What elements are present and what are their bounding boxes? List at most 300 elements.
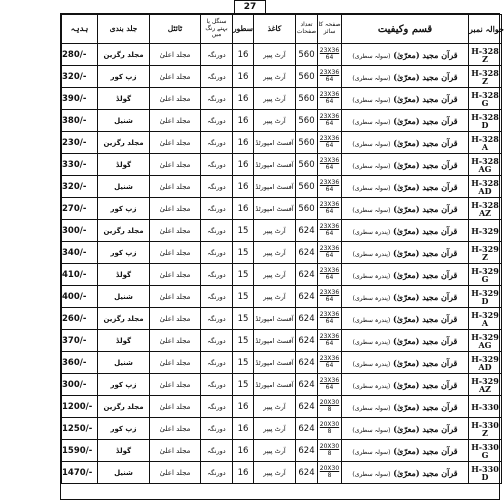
row-code-number: H-329 <box>471 353 499 364</box>
row-description-title: قرآن مجید (معرّیٰ) <box>393 71 458 82</box>
row-binding: مجلد رگزین <box>98 308 150 330</box>
row-color: دورنگہ <box>201 374 233 396</box>
row-paper: آرٹ پیپر <box>254 418 296 440</box>
row-lines: 15 <box>233 330 254 352</box>
row-code-number: H-330 <box>471 401 499 412</box>
table-row <box>62 396 502 418</box>
row-lines: 16 <box>233 154 254 176</box>
row-description-note: (پندرہ سطری) <box>352 228 391 236</box>
row-size <box>318 418 342 440</box>
row-title: مجلد اعلیٰ <box>150 264 201 286</box>
header-binding: جلد بندی <box>98 15 150 44</box>
row-size-top: 20X30 <box>319 443 340 451</box>
page-number: 27 <box>234 0 266 14</box>
row-color: دورنگہ <box>201 418 233 440</box>
row-price: 400/- <box>62 286 98 308</box>
row-code-suffix: D <box>481 295 489 306</box>
row-description <box>342 264 469 286</box>
row-pages: 624 <box>296 440 318 462</box>
row-size-top: 23X36 <box>319 223 340 231</box>
row-binding: زپ کور <box>98 66 150 88</box>
row-description-title: قرآن مجید (معرّیٰ) <box>393 49 458 60</box>
row-description-note: (سولہ سطری) <box>352 206 391 214</box>
row-binding: مجلد رگزین <box>98 132 150 154</box>
row-code-number: H-328 <box>471 45 499 56</box>
row-code-number: H-329 <box>471 287 499 298</box>
row-description-title: قرآن مجید (معرّیٰ) <box>393 423 458 434</box>
row-lines: 16 <box>233 418 254 440</box>
header-code: حوالہ نمبر <box>469 15 502 44</box>
row-size-bottom: 64 <box>325 185 334 193</box>
row-description-title: قرآن مجید (معرّیٰ) <box>393 115 458 126</box>
row-pages: 624 <box>296 308 318 330</box>
row-code-suffix: G <box>481 273 489 284</box>
row-title: مجلد اعلیٰ <box>150 198 201 220</box>
row-description-note: (پندرہ سطری) <box>352 338 391 346</box>
row-pages: 560 <box>296 154 318 176</box>
table-row <box>62 176 502 198</box>
row-pages: 560 <box>296 176 318 198</box>
row-size-bottom: 64 <box>325 339 334 347</box>
row-title: مجلد اعلیٰ <box>150 132 201 154</box>
row-color: دورنگہ <box>201 308 233 330</box>
row-color: دورنگہ <box>201 154 233 176</box>
row-description-title: قرآن مجید (معرّیٰ) <box>393 445 458 456</box>
row-price: 320/- <box>62 176 98 198</box>
row-code <box>469 286 502 308</box>
row-color: دورنگہ <box>201 462 233 484</box>
row-size-bottom: 64 <box>325 229 334 237</box>
row-description-title: قرآن مجید (معرّیٰ) <box>393 159 458 170</box>
row-size-top: 23X36 <box>319 289 340 297</box>
row-lines: 16 <box>233 44 254 66</box>
row-paper: آفسٹ امپورٹڈ <box>254 154 296 176</box>
row-lines: 16 <box>233 66 254 88</box>
row-size-top: 23X36 <box>319 355 340 363</box>
row-description-title: قرآن مجید (معرّیٰ) <box>393 269 458 280</box>
row-code-number: H-330 <box>471 463 499 474</box>
row-paper: آرٹ پیپر <box>254 264 296 286</box>
row-code <box>469 462 502 484</box>
row-binding: شنیل <box>98 286 150 308</box>
row-color: دورنگہ <box>201 44 233 66</box>
row-code-number: H-328 <box>471 67 499 78</box>
row-code <box>469 176 502 198</box>
row-code-number: H-329 <box>471 225 499 236</box>
row-color: دورنگہ <box>201 242 233 264</box>
row-color: دورنگہ <box>201 352 233 374</box>
row-price: 230/- <box>62 132 98 154</box>
row-code <box>469 44 502 66</box>
row-paper: آفسٹ امپورٹڈ <box>254 198 296 220</box>
row-size <box>318 374 342 396</box>
row-code <box>469 198 502 220</box>
row-code-suffix: AG <box>478 163 492 174</box>
row-code-number: H-330 <box>471 441 499 452</box>
row-size-top: 20X30 <box>319 465 340 473</box>
row-size <box>318 154 342 176</box>
row-size-bottom: 8 <box>327 471 332 479</box>
table-row <box>62 286 502 308</box>
row-code-number: H-328 <box>471 89 499 100</box>
row-code-number: H-328 <box>471 177 499 188</box>
row-paper: آفسٹ امپورٹڈ <box>254 374 296 396</box>
row-size <box>318 176 342 198</box>
row-size-top: 20X30 <box>319 399 340 407</box>
row-binding: زپ کور <box>98 374 150 396</box>
row-code-suffix: AD <box>478 185 492 196</box>
row-lines: 15 <box>233 308 254 330</box>
row-price: 360/- <box>62 352 98 374</box>
row-description <box>342 176 469 198</box>
row-description <box>342 66 469 88</box>
row-title: مجلد اعلیٰ <box>150 220 201 242</box>
row-description-title: قرآن مجید (معرّیٰ) <box>393 357 458 368</box>
row-size-bottom: 8 <box>327 427 332 435</box>
row-title: مجلد اعلیٰ <box>150 462 201 484</box>
row-title: مجلد اعلیٰ <box>150 154 201 176</box>
row-code-suffix: Z <box>482 251 488 262</box>
row-description-title: قرآن مجید (معرّیٰ) <box>393 225 458 236</box>
row-size-top: 23X36 <box>319 201 340 209</box>
row-description <box>342 110 469 132</box>
row-size-top: 23X36 <box>319 245 340 253</box>
row-description-note: (سولہ سطری) <box>352 448 391 456</box>
row-lines: 16 <box>233 176 254 198</box>
row-description-title: قرآن مجید (معرّیٰ) <box>393 291 458 302</box>
table-row <box>62 462 502 484</box>
row-size <box>318 330 342 352</box>
table-row <box>62 88 502 110</box>
row-price: 330/- <box>62 154 98 176</box>
row-pages: 624 <box>296 242 318 264</box>
row-paper: آرٹ پیپر <box>254 110 296 132</box>
row-size <box>318 44 342 66</box>
row-paper: آرٹ پیپر <box>254 396 296 418</box>
row-binding: شنیل <box>98 462 150 484</box>
row-code <box>469 396 502 418</box>
row-paper: آفسٹ امپورٹڈ <box>254 330 296 352</box>
row-code-suffix: AD <box>478 361 492 372</box>
row-pages: 624 <box>296 374 318 396</box>
row-title: مجلد اعلیٰ <box>150 66 201 88</box>
row-size-top: 23X36 <box>319 47 340 55</box>
row-lines: 16 <box>233 88 254 110</box>
row-lines: 15 <box>233 264 254 286</box>
row-description <box>342 132 469 154</box>
row-price: 270/- <box>62 198 98 220</box>
row-code-number: H-328 <box>471 133 499 144</box>
row-lines: 16 <box>233 110 254 132</box>
header-paper: کاغذ <box>254 15 296 44</box>
row-description <box>342 330 469 352</box>
row-size <box>318 198 342 220</box>
row-lines: 16 <box>233 396 254 418</box>
table-row <box>62 352 502 374</box>
row-description-note: (سولہ سطری) <box>352 74 391 82</box>
row-price: 340/- <box>62 242 98 264</box>
row-pages: 624 <box>296 462 318 484</box>
row-size <box>318 110 342 132</box>
row-code <box>469 308 502 330</box>
row-price: 1250/- <box>62 418 98 440</box>
row-code-number: H-328 <box>471 111 499 122</box>
row-pages: 624 <box>296 418 318 440</box>
table-row <box>62 198 502 220</box>
row-code <box>469 440 502 462</box>
row-description <box>342 396 469 418</box>
row-price: 260/- <box>62 308 98 330</box>
row-pages: 624 <box>296 264 318 286</box>
row-binding: زپ کور <box>98 198 150 220</box>
row-code <box>469 418 502 440</box>
row-paper: آفسٹ امپورٹڈ <box>254 132 296 154</box>
row-code-suffix: G <box>481 97 489 108</box>
row-description-title: قرآن مجید (معرّیٰ) <box>393 313 458 324</box>
row-description-note: (سولہ سطری) <box>352 118 391 126</box>
row-code-suffix: D <box>481 471 489 482</box>
row-code <box>469 264 502 286</box>
row-size-top: 23X36 <box>319 91 340 99</box>
row-lines: 16 <box>233 440 254 462</box>
row-size <box>318 352 342 374</box>
row-code-suffix: D <box>481 119 489 130</box>
row-code-number: H-329 <box>471 375 499 386</box>
row-size <box>318 396 342 418</box>
header-size <box>318 15 342 44</box>
row-size-top: 23X36 <box>319 69 340 77</box>
row-color: دورنگہ <box>201 330 233 352</box>
row-size-bottom: 64 <box>325 75 334 83</box>
row-description <box>342 374 469 396</box>
row-description-note: (سولہ سطری) <box>352 162 391 170</box>
row-description <box>342 154 469 176</box>
row-size-bottom: 64 <box>325 163 334 171</box>
row-color: دورنگہ <box>201 132 233 154</box>
row-size-bottom: 64 <box>325 383 334 391</box>
table-row <box>62 330 502 352</box>
row-lines: 15 <box>233 242 254 264</box>
table-row <box>62 44 502 66</box>
row-code <box>469 330 502 352</box>
row-paper: آرٹ پیپر <box>254 44 296 66</box>
row-size <box>318 286 342 308</box>
row-size-bottom: 64 <box>325 317 334 325</box>
row-description-note: (پندرہ سطری) <box>352 272 391 280</box>
row-paper: آرٹ پیپر <box>254 66 296 88</box>
row-description <box>342 418 469 440</box>
row-lines: 16 <box>233 132 254 154</box>
table-body <box>62 44 502 484</box>
row-description <box>342 44 469 66</box>
table-row <box>62 308 502 330</box>
row-code <box>469 88 502 110</box>
row-binding: گولڈ <box>98 154 150 176</box>
row-price: 1590/- <box>62 440 98 462</box>
table-header-row <box>62 15 502 44</box>
row-price: 1200/- <box>62 396 98 418</box>
row-title: مجلد اعلیٰ <box>150 330 201 352</box>
row-description <box>342 352 469 374</box>
row-description <box>342 198 469 220</box>
row-color: دورنگہ <box>201 396 233 418</box>
row-title: مجلد اعلیٰ <box>150 88 201 110</box>
row-code-number: H-329 <box>471 265 499 276</box>
row-color: دورنگہ <box>201 286 233 308</box>
row-lines: 15 <box>233 220 254 242</box>
row-title: مجلد اعلیٰ <box>150 44 201 66</box>
row-pages: 560 <box>296 88 318 110</box>
table-row <box>62 242 502 264</box>
header-lines: سطور <box>233 15 254 44</box>
row-size-top: 23X36 <box>319 135 340 143</box>
row-title: مجلد اعلیٰ <box>150 176 201 198</box>
table-row <box>62 66 502 88</box>
header-size-bottom: سائز <box>323 28 336 35</box>
row-code-suffix: Z <box>482 427 488 438</box>
row-color: دورنگہ <box>201 110 233 132</box>
row-binding: شنیل <box>98 176 150 198</box>
row-size <box>318 88 342 110</box>
row-size-top: 23X36 <box>319 179 340 187</box>
row-code <box>469 132 502 154</box>
row-pages: 624 <box>296 286 318 308</box>
row-paper: آرٹ پیپر <box>254 242 296 264</box>
row-lines: 16 <box>233 198 254 220</box>
row-size <box>318 440 342 462</box>
row-code-number: H-328 <box>471 155 499 166</box>
row-code <box>469 220 502 242</box>
header-pages-bottom: صفحات <box>296 28 317 35</box>
row-description <box>342 286 469 308</box>
row-description <box>342 462 469 484</box>
row-size <box>318 66 342 88</box>
row-description-note: (سولہ سطری) <box>352 470 391 478</box>
row-size-top: 23X36 <box>319 113 340 121</box>
row-description-title: قرآن مجید (معرّیٰ) <box>393 467 458 478</box>
row-description-note: (سولہ سطری) <box>352 404 391 412</box>
row-description-note: (سولہ سطری) <box>352 140 391 148</box>
row-size-bottom: 8 <box>327 405 332 413</box>
price-table-frame <box>60 13 504 500</box>
row-title: مجلد اعلیٰ <box>150 418 201 440</box>
row-description-title: قرآن مجید (معرّیٰ) <box>393 247 458 258</box>
row-color: دورنگہ <box>201 176 233 198</box>
row-price: 300/- <box>62 374 98 396</box>
header-color <box>201 15 233 44</box>
row-size <box>318 308 342 330</box>
row-pages: 624 <box>296 330 318 352</box>
row-title: مجلد اعلیٰ <box>150 308 201 330</box>
table-row <box>62 264 502 286</box>
row-binding: زپ کور <box>98 242 150 264</box>
header-size-top: صفحہ کا <box>318 21 341 29</box>
row-price: 390/- <box>62 88 98 110</box>
row-color: دورنگہ <box>201 88 233 110</box>
row-price: 380/- <box>62 110 98 132</box>
row-size <box>318 220 342 242</box>
row-code <box>469 110 502 132</box>
row-code-number: H-330 <box>471 419 499 430</box>
row-title: مجلد اعلیٰ <box>150 110 201 132</box>
row-size-top: 23X36 <box>319 157 340 165</box>
price-table <box>61 14 502 484</box>
row-title: مجلد اعلیٰ <box>150 286 201 308</box>
row-paper: آفسٹ امپورٹڈ <box>254 308 296 330</box>
row-size <box>318 264 342 286</box>
row-binding: گولڈ <box>98 330 150 352</box>
row-code-suffix: A <box>481 141 489 152</box>
row-paper: آرٹ پیپر <box>254 286 296 308</box>
row-description-note: (پندرہ سطری) <box>352 250 391 258</box>
row-title: مجلد اعلیٰ <box>150 440 201 462</box>
row-description-title: قرآن مجید (معرّیٰ) <box>393 401 458 412</box>
row-price: 370/- <box>62 330 98 352</box>
row-description <box>342 220 469 242</box>
header-price: ہدیہ <box>62 15 98 44</box>
row-pages: 560 <box>296 132 318 154</box>
row-paper: آرٹ پیپر <box>254 88 296 110</box>
row-price: 1470/- <box>62 462 98 484</box>
table-row <box>62 418 502 440</box>
header-pages-top: تعداد <box>300 21 313 29</box>
row-code <box>469 66 502 88</box>
row-size-bottom: 64 <box>325 119 334 127</box>
row-description-note: (پندرہ سطری) <box>352 294 391 302</box>
row-binding: شنیل <box>98 110 150 132</box>
row-lines: 15 <box>233 286 254 308</box>
row-description <box>342 440 469 462</box>
row-size-bottom: 64 <box>325 295 334 303</box>
row-binding: مجلد رگزین <box>98 44 150 66</box>
row-paper: آفسٹ امپورٹڈ <box>254 176 296 198</box>
row-lines: 16 <box>233 462 254 484</box>
row-binding: مجلد رگزین <box>98 396 150 418</box>
row-size-top: 23X36 <box>319 333 340 341</box>
row-description <box>342 308 469 330</box>
row-code <box>469 352 502 374</box>
row-description-note: (پندرہ سطری) <box>352 316 391 324</box>
row-price: 320/- <box>62 66 98 88</box>
table-row <box>62 154 502 176</box>
row-size-bottom: 64 <box>325 361 334 369</box>
row-size-bottom: 64 <box>325 97 334 105</box>
row-price: 280/- <box>62 44 98 66</box>
row-code-suffix: A <box>481 317 489 328</box>
row-binding: گولڈ <box>98 264 150 286</box>
row-binding: گولڈ <box>98 440 150 462</box>
row-code-suffix: Z <box>482 75 488 86</box>
row-binding: شنیل <box>98 352 150 374</box>
row-code-suffix: G <box>481 449 489 460</box>
row-pages: 560 <box>296 110 318 132</box>
row-paper: آرٹ پیپر <box>254 220 296 242</box>
header-desc: قسم وکیفیت <box>342 15 469 44</box>
row-title: مجلد اعلیٰ <box>150 352 201 374</box>
row-color: دورنگہ <box>201 440 233 462</box>
row-description-note: (سولہ سطری) <box>352 184 391 192</box>
row-color: دورنگہ <box>201 264 233 286</box>
row-code-suffix: AZ <box>478 383 492 394</box>
row-pages: 624 <box>296 396 318 418</box>
row-description-title: قرآن مجید (معرّیٰ) <box>393 335 458 346</box>
row-description-title: قرآن مجید (معرّیٰ) <box>393 203 458 214</box>
row-description-title: قرآن مجید (معرّیٰ) <box>393 137 458 148</box>
row-code-suffix: Z <box>482 53 488 64</box>
row-description-note: (سولہ سطری) <box>352 96 391 104</box>
row-code <box>469 154 502 176</box>
row-description-title: قرآن مجید (معرّیٰ) <box>393 379 458 390</box>
